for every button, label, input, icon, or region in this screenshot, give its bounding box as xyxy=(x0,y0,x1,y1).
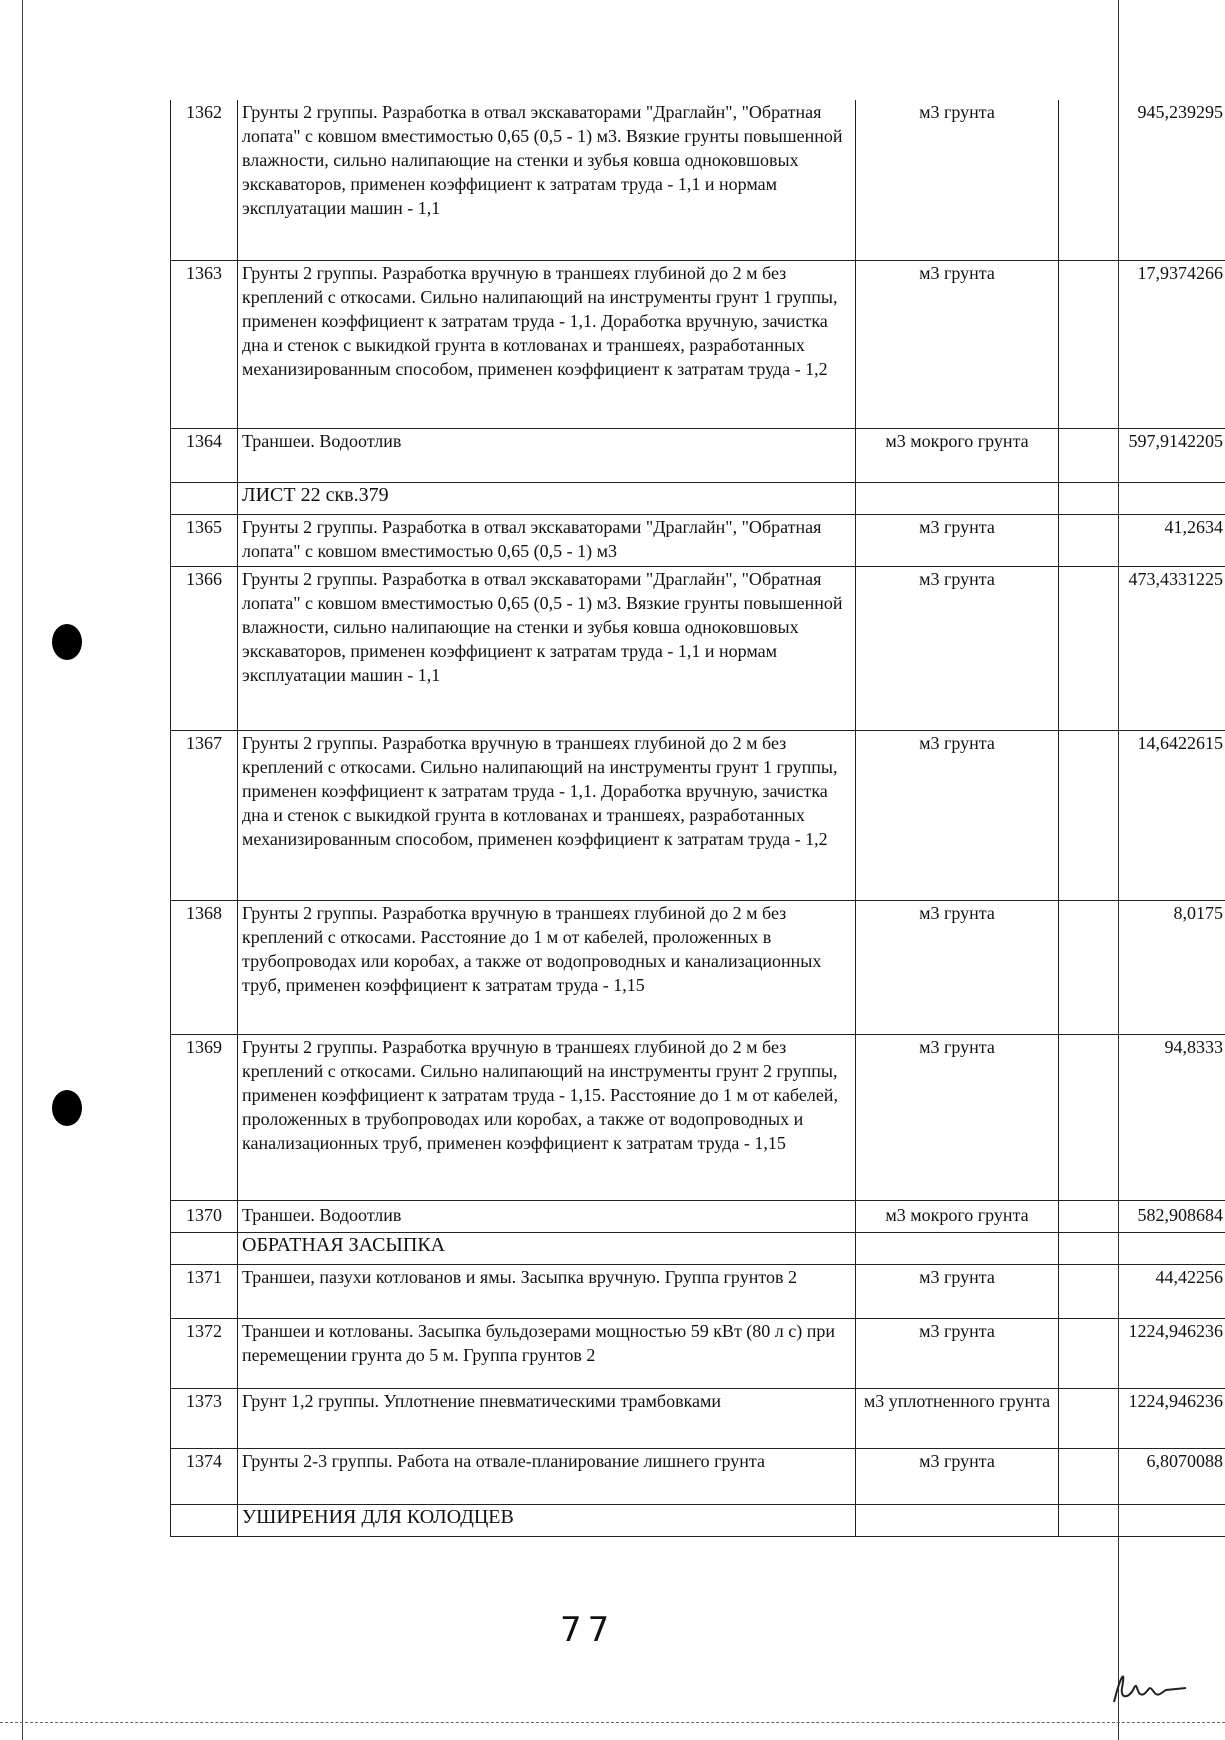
quantity: 597,9142205 xyxy=(1059,428,1225,482)
work-description: Грунты 2 группы. Разработка в отвал экскаваторами "Драглайн", "Обратная лопата" с ковшом вместимостью 0,65 (0,5 - 1) м3 xyxy=(238,514,856,566)
unit-of-measure: м3 мокрого грунта xyxy=(856,1200,1059,1232)
table-row xyxy=(171,1448,1225,1504)
quantity: 41,2634 xyxy=(1059,514,1225,566)
table-row xyxy=(171,1200,1225,1232)
unit-of-measure: м3 грунта xyxy=(856,100,1059,260)
unit-of-measure: м3 грунта xyxy=(856,1448,1059,1504)
quantity: 14,6422615 xyxy=(1059,730,1225,900)
quantity: 17,9374266 xyxy=(1059,260,1225,428)
row-number: 1362 xyxy=(171,100,238,260)
row-number: 1366 xyxy=(171,566,238,730)
punch-hole-upper xyxy=(52,624,82,660)
table-row xyxy=(171,514,1225,566)
quantity: 1224,946236 xyxy=(1059,1388,1225,1448)
unit-of-measure: м3 грунта xyxy=(856,1264,1059,1318)
table-row xyxy=(171,100,1225,260)
unit-of-measure: м3 грунта xyxy=(856,514,1059,566)
row-number: 1369 xyxy=(171,1034,238,1200)
work-description: Грунты 2 группы. Разработка в отвал экскаваторами "Драглайн", "Обратная лопата" с ковшом вместимостью 0,65 (0,5 - 1) м3. Вязкие грунты повышенной влажности, сильно налипающие на стенки и зубья ковша одноковшовых экскаваторов, применен коэффициент к затратам труда - 1,1 и нормам эксплуатации машин - 1,1 xyxy=(238,566,856,730)
table-row xyxy=(171,1264,1225,1318)
row-number: 1367 xyxy=(171,730,238,900)
unit-of-measure: м3 грунта xyxy=(856,1318,1059,1388)
table-row xyxy=(171,900,1225,1034)
left-margin-line xyxy=(22,0,23,1740)
section-row xyxy=(171,1232,1225,1264)
row-number: 1363 xyxy=(171,260,238,428)
unit-of-measure: м3 грунта xyxy=(856,900,1059,1034)
section-title: УШИРЕНИЯ ДЛЯ КОЛОДЦЕВ xyxy=(238,1504,856,1536)
section-title: ОБРАТНАЯ ЗАСЫПКА xyxy=(238,1232,856,1264)
quantity: 94,8333 xyxy=(1059,1034,1225,1200)
row-number: 1374 xyxy=(171,1448,238,1504)
quantity: 945,239295 xyxy=(1059,100,1225,260)
section-row xyxy=(171,482,1225,514)
table-row xyxy=(171,428,1225,482)
bottom-cut-line xyxy=(0,1722,1225,1723)
page-number: 77 xyxy=(560,1610,616,1650)
unit-of-measure: м3 грунта xyxy=(856,260,1059,428)
work-description: Грунты 2-3 группы. Работа на отвале-планирование лишнего грунта xyxy=(238,1448,856,1504)
work-description: Траншеи. Водоотлив xyxy=(238,1200,856,1232)
table-row xyxy=(171,566,1225,730)
quantity: 473,4331225 xyxy=(1059,566,1225,730)
section-row xyxy=(171,1504,1225,1536)
row-number: 1364 xyxy=(171,428,238,482)
unit-of-measure: м3 грунта xyxy=(856,1034,1059,1200)
quantity: 6,8070088 xyxy=(1059,1448,1225,1504)
punch-hole-lower xyxy=(52,1090,82,1126)
row-number: 1368 xyxy=(171,900,238,1034)
quantity: 44,42256 xyxy=(1059,1264,1225,1318)
work-description: Траншеи, пазухи котлованов и ямы. Засыпка вручную. Группа грунтов 2 xyxy=(238,1264,856,1318)
work-description: Траншеи и котлованы. Засыпка бульдозерами мощностью 59 кВт (80 л с) при перемещении грунта до 5 м. Группа грунтов 2 xyxy=(238,1318,856,1388)
work-description: Траншеи. Водоотлив xyxy=(238,428,856,482)
row-number: 1373 xyxy=(171,1388,238,1448)
section-title: ЛИСТ 22 скв.379 xyxy=(238,482,856,514)
work-description: Грунты 2 группы. Разработка вручную в траншеях глубиной до 2 м без креплений с откосами. Расстояние до 1 м от кабелей, проложенных в трубопроводах или коробах, а также от водопроводных и канализационных труб, применен коэффициент к затратам труда - 1,15 xyxy=(238,900,856,1034)
table-row xyxy=(171,730,1225,900)
table-row xyxy=(171,260,1225,428)
work-description: Грунты 2 группы. Разработка вручную в траншеях глубиной до 2 м без креплений с откосами. Сильно налипающий на инструменты грунт 1 группы, применен коэффициент к затратам труда - 1,1. Доработка вручную, зачистка дна и стенок с выкидкой грунта в котлованах и траншеях, разработанных механизированным способом, применен коэффициент к затратам труда - 1,2 xyxy=(238,260,856,428)
work-description: Грунты 2 группы. Разработка вручную в траншеях глубиной до 2 м без креплений с откосами. Сильно налипающий на инструменты грунт 1 группы, применен коэффициент к затратам труда - 1,1. Доработка вручную, зачистка дна и стенок с выкидкой грунта в котлованах и траншеях, разработанных механизированным способом, применен коэффициент к затратам труда - 1,2 xyxy=(238,730,856,900)
row-number: 1371 xyxy=(171,1264,238,1318)
signature-mark xyxy=(1110,1658,1190,1708)
unit-of-measure: м3 грунта xyxy=(856,730,1059,900)
table-row xyxy=(171,1318,1225,1388)
work-description: Грунты 2 группы. Разработка вручную в траншеях глубиной до 2 м без креплений с откосами. Сильно налипающий на инструменты грунт 2 группы, применен коэффициент к затратам труда - 1,15. Расстояние до 1 м от кабелей, проложенных в трубопроводах или коробах, а также от водопроводных и канализационных труб, применен коэффициент к затратам труда - 1,15 xyxy=(238,1034,856,1200)
row-number: 1370 xyxy=(171,1200,238,1232)
work-description: Грунты 2 группы. Разработка в отвал экскаваторами "Драглайн", "Обратная лопата" с ковшом вместимостью 0,65 (0,5 - 1) м3. Вязкие грунты повышенной влажности, сильно налипающие на стенки и зубья ковша одноковшовых экскаваторов, применен коэффициент к затратам труда - 1,1 и нормам эксплуатации машин - 1,1 xyxy=(238,100,856,260)
quantity: 8,0175 xyxy=(1059,900,1225,1034)
quantity: 1224,946236 xyxy=(1059,1318,1225,1388)
row-number: 1365 xyxy=(171,514,238,566)
unit-of-measure: м3 уплотненного грунта xyxy=(856,1388,1059,1448)
table-row xyxy=(171,1034,1225,1200)
work-description: Грунт 1,2 группы. Уплотнение пневматическими трамбовками xyxy=(238,1388,856,1448)
quantity: 582,908684 xyxy=(1059,1200,1225,1232)
unit-of-measure: м3 грунта xyxy=(856,566,1059,730)
unit-of-measure: м3 мокрого грунта xyxy=(856,428,1059,482)
row-number: 1372 xyxy=(171,1318,238,1388)
table-row xyxy=(171,1388,1225,1448)
estimate-table xyxy=(170,100,1225,1537)
